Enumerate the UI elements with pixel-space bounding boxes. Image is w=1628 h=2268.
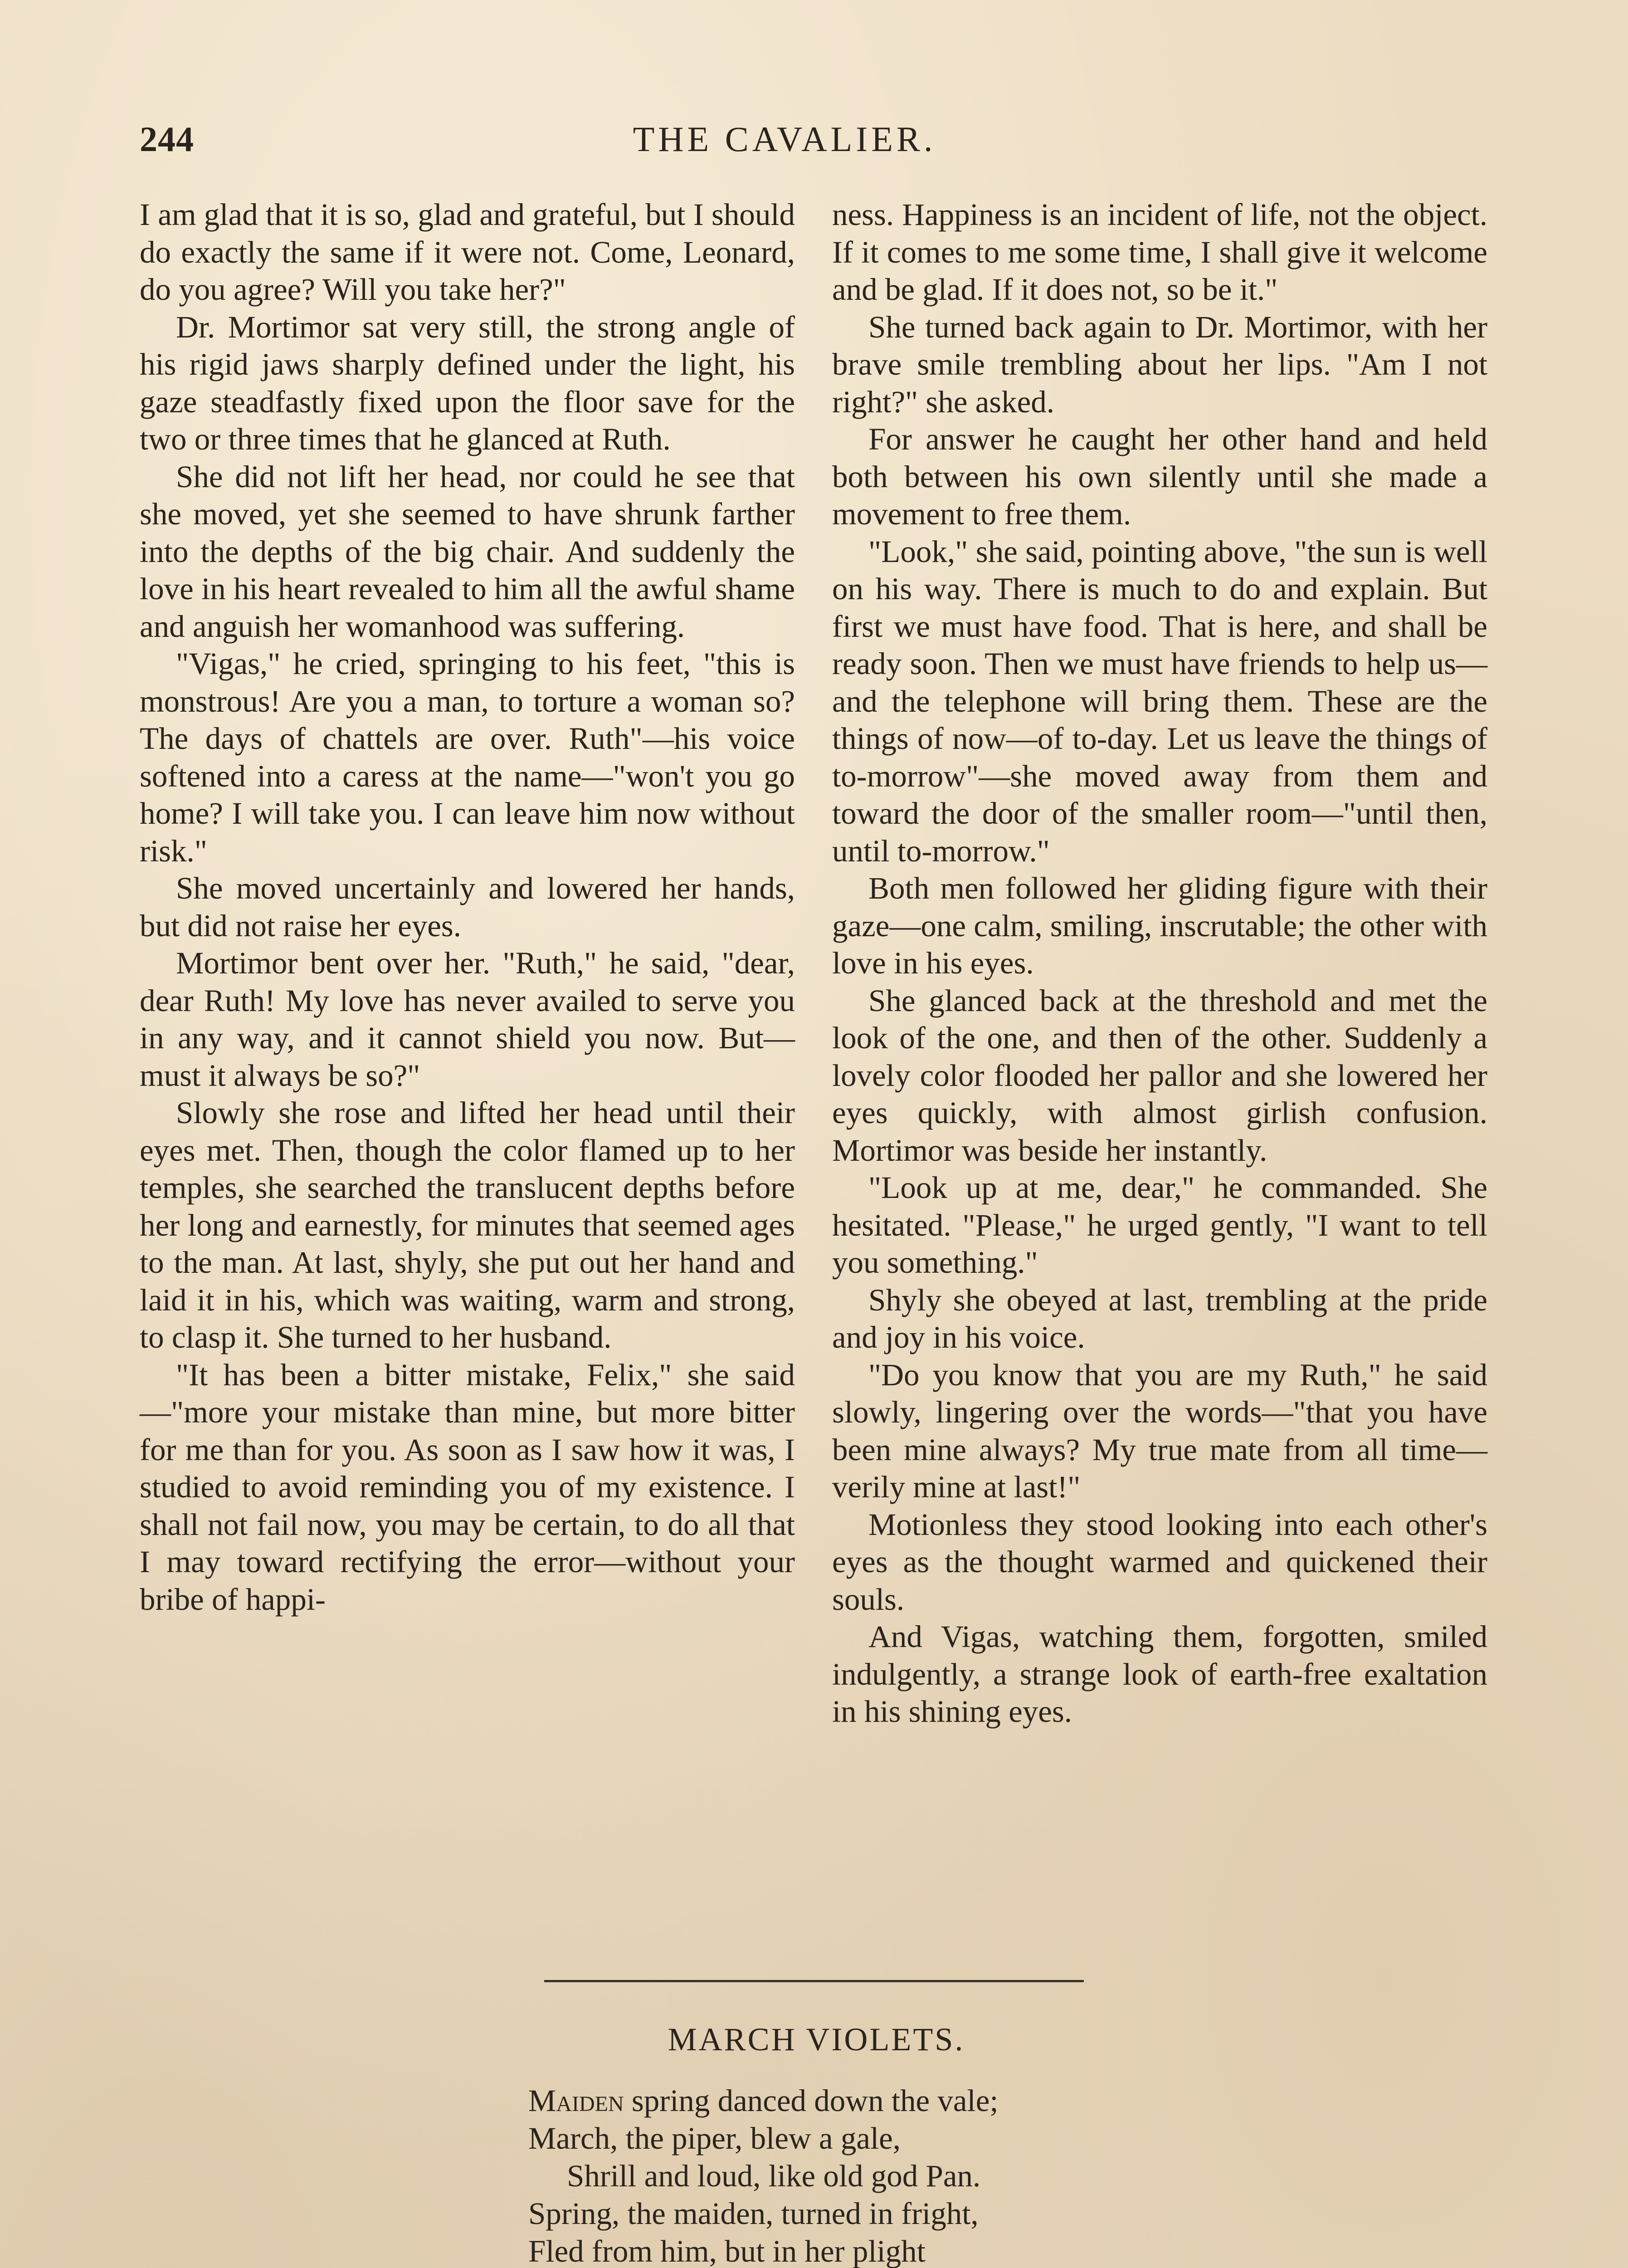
paragraph: ness. Happiness is an incident of life, not the object. If it comes to me some time, I shall give it welcome and be glad. If it does not, so be it." <box>832 197 1487 307</box>
paragraph: She moved uncertainly and lowered her hands, but did not raise her eyes. <box>140 871 795 943</box>
running-head: THE CAVALIER. <box>633 119 936 159</box>
poem <box>528 2082 1209 2268</box>
paragraph: Motionless they stood looking into each other's eyes as the thought warmed and quickened their souls. <box>832 1507 1487 1617</box>
poem-title: MARCH VIOLETS. <box>668 2021 965 2058</box>
paragraph: Slowly she rose and lifted her head until their eyes met. Then, though the color flamed up to her temples, she searched the translucent depths before her long and earnestly, for minutes that seemed ages to the man. At last, shyly, she put out her hand and laid it in his, which was waiting, warm and strong, to clasp it. She turned to her husband. <box>140 1095 795 1354</box>
paragraph: "Look," she said, pointing above, "the sun is well on his way. There is much to do and explain. But first we must have food. That is here, and shall be ready soon. Then we must have friends to help us—and the telephone will bring them. These are the things of now—of to-day. Let us leave the things of to-morrow"—she moved away from them and toward the door of the smaller room—"until then, until to-morrow." <box>832 534 1487 868</box>
poem-line: Fled from him, but in her plight <box>528 2234 926 2268</box>
paragraph: I am glad that it is so, glad and grateful, but I should do exactly the same if it were not. Come, Leonard, do you agree? Will you take her?" <box>140 197 795 307</box>
paragraph: "It has been a bitter mistake, Felix," she said—"more your mistake than mine, but more bitter for me than for you. As soon as I saw how it was, I studied to avoid reminding you of my existence. I shall not fail now, you may be certain, to do all that I may toward rectifying the error—without your bribe of happi- <box>140 1357 795 1617</box>
poem-line <box>528 2082 1209 2120</box>
paragraph: "Vigas," he cried, springing to his feet, "this is monstrous! Are you a man, to torture a woman so? The days of chattels are over. Ruth"—his voice softened into a caress at the name—"won't you go home? I will take you. I can leave him now without risk." <box>140 646 795 868</box>
paragraph: She turned back again to Dr. Mortimor, with her brave smile trembling about her lips. "Am I not right?" she asked. <box>832 309 1487 419</box>
paragraph: Mortimor bent over her. "Ruth," he said, "dear, dear Ruth! My love has never availed to serve you in any way, and it cannot shield you now. But—must it always be so?" <box>140 946 795 1093</box>
paragraph: And Vigas, watching them, forgotten, smiled indulgently, a strange look of earth-free exaltation in his shining eyes. <box>832 1619 1487 1729</box>
left-column <box>140 196 795 1618</box>
poem-line-text: spring danced down the vale; <box>624 2083 999 2118</box>
paragraph: "Do you know that you are my Ruth," he said slowly, lingering over the words—"that you have been mine always? My true mate from all time—verily mine at last!" <box>832 1357 1487 1504</box>
paragraph: "Look up at me, dear," he commanded. She hesitated. "Please," he urged gently, "I want to tell you something." <box>832 1170 1487 1280</box>
poem-line: Spring, the maiden, turned in fright, <box>528 2196 979 2231</box>
poem-first-word: Maiden <box>528 2083 624 2118</box>
paragraph: Both men followed her gliding figure with their gaze—one calm, smiling, inscrutable; the other with love in his eyes. <box>832 871 1487 980</box>
poem-line: March, the piper, blew a gale, <box>528 2121 901 2156</box>
right-column <box>832 196 1487 1730</box>
paragraph: Dr. Mortimor sat very still, the strong angle of his rigid jaws sharply defined under the light, his gaze steadfastly fixed upon the floor save for the two or three times that he glanced at Ruth. <box>140 309 795 456</box>
section-divider <box>544 1980 1084 1982</box>
paragraph: She did not lift her head, nor could he see that she moved, yet she seemed to have shrunk farther into the depths of the big chair. And suddenly the love in his heart revealed to him all the awful shame and anguish her womanhood was suffering. <box>140 459 795 644</box>
paragraph: For answer he caught her other hand and held both between his own silently until she made a movement to free them. <box>832 422 1487 531</box>
paragraph: She glanced back at the threshold and met the look of the one, and then of the other. Suddenly a lovely color flooded her pallor and she lowered her eyes quickly, with almost girlish confusion. Mortimor was beside her instantly. <box>832 983 1487 1168</box>
page-number: 244 <box>140 119 194 159</box>
poem-line: Shrill and loud, like old god Pan. <box>567 2159 981 2193</box>
paragraph: Shyly she obeyed at last, trembling at the pride and joy in his voice. <box>832 1282 1487 1354</box>
